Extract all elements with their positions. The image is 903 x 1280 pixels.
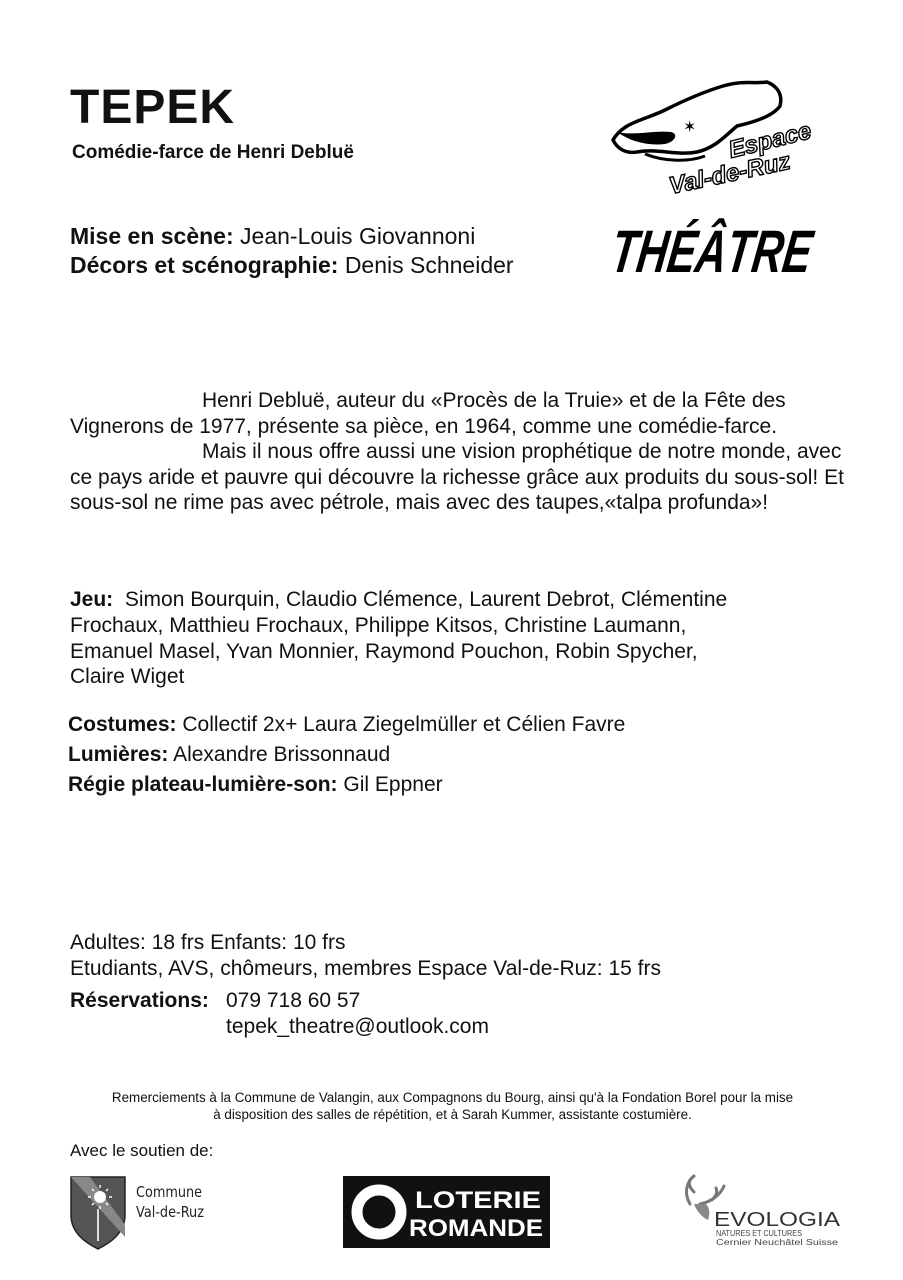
costumes-label: Costumes:: [68, 713, 177, 736]
commune-text-2: Val-de-Ruz: [136, 1203, 205, 1221]
loterie-romande-logo: [343, 1176, 550, 1248]
evologia-tagline-1: NATURES ET CULTURES: [716, 1229, 802, 1238]
cast-names-4: Claire Wiget: [70, 665, 185, 689]
support-label: Avec le soutien de:: [70, 1141, 214, 1160]
cast-line-1: [70, 587, 830, 613]
prices-line-2: Etudiants, AVS, chômeurs, membres Espace Val-de-Ruz: 15 frs: [70, 957, 661, 980]
set-design-label: Décors et scénographie:: [70, 252, 339, 278]
cast-names-3: Emanuel Masel, Yvan Monnier, Raymond Pouchon, Robin Spycher,: [70, 639, 698, 663]
cast-names-1: Simon Bourquin, Claudio Clémence, Laurent Debrot, Clémentine: [124, 588, 728, 611]
lights-line: [68, 740, 625, 770]
stage-value: Gil Eppner: [343, 773, 443, 796]
set-design-value: Denis Schneider: [344, 252, 514, 278]
evologia-name: EVOLOGIA: [714, 1209, 841, 1231]
logo-espace-text: Espace: [725, 117, 815, 164]
lake-shore-line: [645, 154, 705, 160]
credits-block: [70, 222, 514, 280]
commune-val-de-ruz-logo: [68, 1175, 228, 1250]
logo-val-de-ruz-text: Val-de-Ruz: [666, 147, 793, 200]
thanks-note: [60, 1089, 845, 1123]
show-title: TEPEK: [70, 81, 236, 134]
cast-label: Jeu:: [70, 588, 114, 611]
direction-value: Jean-Louis Giovannoni: [240, 223, 476, 249]
evologia-tagline-2: Cernier Neuchâtel Suisse: [716, 1238, 839, 1247]
lights-label: Lumières:: [68, 743, 169, 766]
stage-label: Régie plateau-lumière-son:: [68, 773, 338, 796]
cast-block: [70, 587, 830, 690]
lake-shape: [617, 132, 675, 145]
show-subtitle: Comédie-farce de Henri Debluë: [72, 142, 354, 163]
thanks-line-2: à disposition des salles de répétition, et à Sarah Kummer, assistante costumière.: [213, 1107, 692, 1122]
direction-label: Mise en scène:: [70, 223, 234, 249]
antlers-icon: [687, 1176, 724, 1204]
logo-theatre-word: THÉÂTRE: [607, 217, 900, 285]
prices-block: [70, 930, 661, 982]
commune-text-1: Commune: [136, 1183, 202, 1201]
costumes-value: Collectif 2x+ Laura Ziegelmüller et Célien Favre: [182, 713, 626, 736]
description-p1: Henri Debluë, auteur du «Procès de la Truie» et de la Fête des Vignerons de 1977, présente sa pièce, en 1964, comme une comédie-farce.: [70, 389, 786, 438]
reservations-label: Réservations:: [70, 989, 209, 1012]
stage-line: [68, 770, 625, 800]
deer-head-icon: [694, 1204, 709, 1220]
description-paragraph: [70, 388, 845, 516]
description-p2: Mais il nous offre aussi une vision prophétique de notre monde, avec ce pays aride et pauvre qui découvre la richesse grâce aux produits du sous-sol! Et sous-sol ne rime pas avec pétrole, mais avec des taupes,«talpa profunda»!: [70, 440, 844, 515]
direction-line: [70, 222, 514, 251]
evologia-logo: [680, 1174, 850, 1246]
reservations-phone: 079 718 60 57: [226, 989, 361, 1012]
star-mark-icon: ✶: [683, 117, 697, 136]
loterie-text-2: ROMANDE: [409, 1215, 543, 1242]
prices-line-1: Adultes: 18 frs Enfants: 10 frs: [70, 931, 346, 954]
technical-credits: [68, 710, 625, 800]
reservations-phone-line: [70, 988, 489, 1014]
loterie-text-1: LOTERIE: [415, 1187, 541, 1214]
cast-names-2: Frochaux, Matthieu Frochaux, Philippe Kitsos, Christine Laumann,: [70, 613, 687, 637]
reservations-block: [70, 988, 489, 1040]
espace-val-de-ruz-theatre-logo: [605, 72, 900, 287]
set-design-line: [70, 251, 514, 280]
costumes-line: [68, 710, 625, 740]
lights-value: Alexandre Brissonnaud: [173, 743, 391, 766]
reservations-email: tepek_theatre@outlook.com: [226, 1015, 489, 1038]
sun-icon: [94, 1191, 106, 1203]
thanks-line-1: Remerciements à la Commune de Valangin, aux Compagnons du Bourg, ainsi qu'à la Fondation Borel pour la mise: [111, 1090, 794, 1105]
